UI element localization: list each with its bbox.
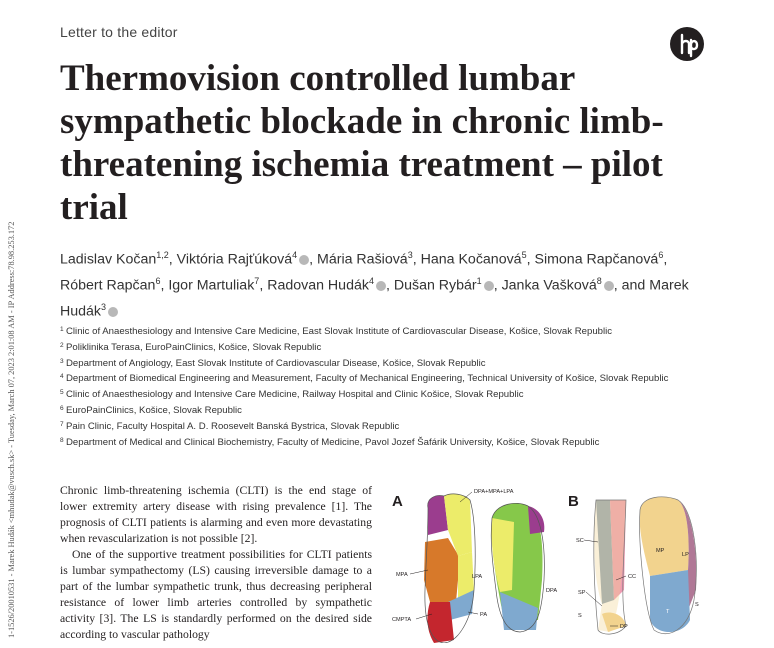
region-purple-dorsal [528, 506, 544, 534]
author-separator: , [663, 251, 668, 268]
panel-b-label: B [568, 493, 579, 510]
author-affiliation-mark: 3 [101, 302, 107, 313]
author-affiliation-mark: 1,2 [156, 250, 169, 260]
affiliation-item [60, 371, 710, 387]
panel-b-leg [594, 500, 626, 634]
label-lp: LP [682, 552, 689, 558]
orcid-icon[interactable] [299, 255, 309, 265]
author-separator: , [309, 251, 318, 268]
affiliation-text: Department of Biomedical Engineering and Measurement, Faculty of Mechanical Engineering, Technical University of Košice, Slovak Republic [66, 373, 669, 385]
label-cmpta: CMPTA [392, 617, 412, 623]
label-pa: PA [480, 612, 488, 618]
author-separator: , [412, 251, 421, 268]
paragraph: Chronic limb-threatening ischemia (CLTI) is the end stage of lower extremity artery disease with rising prevalence [1]. The prognosis of CLTI patients is alarming and even more devastating when revascularization is not possible [2]. [60, 484, 372, 545]
author-name: Radovan Hudák [267, 277, 369, 294]
label-dpa-mpa-lpa: DPA+MPA+LPA [474, 489, 514, 495]
label-dpa: DPA [546, 588, 558, 594]
panel-a-plantar-foot [424, 494, 475, 643]
affiliation-item [60, 403, 710, 419]
body-text [60, 483, 372, 643]
label-s-left: S [578, 613, 582, 619]
author-affiliation-mark: 7 [254, 276, 260, 287]
author-affiliation-mark: 5 [521, 250, 527, 260]
label-lpa: LPA [472, 574, 483, 580]
affiliation-text: Department of Medical and Clinical Biochemistry, Faculty of Medicine, Pavol Jozef Šafárik University, Košice, Slovak Republic [66, 436, 600, 448]
author-separator: , [493, 277, 502, 294]
affiliation-text: Department of Angiology, East Slovak Institute of Cardiovascular Disease, Košice, Slovak Republic [66, 357, 486, 369]
region-tan-leg [594, 500, 626, 632]
section-label: Letter to the editor [60, 24, 178, 40]
label-mp: MP [656, 548, 665, 554]
author-separator: , [168, 251, 177, 268]
author-name: Simona Rapčanová [534, 251, 659, 268]
orcid-icon[interactable] [108, 307, 118, 317]
region-red-heel [427, 602, 454, 643]
label-sc: SC [576, 538, 584, 544]
region-tan-plantar [640, 497, 689, 576]
affiliation-number: 1 [60, 326, 64, 333]
orcid-icon[interactable] [484, 281, 494, 291]
affiliation-item [60, 340, 710, 356]
affiliation-item [60, 356, 710, 372]
download-watermark-text: 1-1526/20010531 - Marek Hudák <mhudak@vusch.sk> - Tuesday, March 07, 2023 2:01:08 AM - IP Address:78.98.253.172 [7, 221, 16, 638]
label-s-right: S [695, 602, 699, 608]
article-title: Thermovision controlled lumbar sympathetic blockade in chronic limb-threatening ischemia treatment – pilot trial [60, 58, 664, 228]
author-affiliation-mark: 6 [155, 276, 161, 287]
author-name: Igor Martuliak [168, 277, 255, 294]
publisher-logo-icon [670, 27, 704, 61]
affiliation-number: 7 [60, 420, 64, 428]
author-name: Ladislav Kočan [60, 251, 157, 268]
figure-svg [388, 480, 774, 643]
author-list [60, 245, 700, 324]
affiliation-number: 2 [60, 341, 64, 349]
label-cc: CC [628, 574, 637, 580]
panel-a-dorsal-foot [491, 503, 544, 632]
author-name: Janka Vašková [501, 277, 597, 294]
affiliation-number: 3 [60, 357, 64, 365]
author-affiliation-mark: 1 [476, 276, 482, 287]
affiliation-number: 4 [60, 373, 64, 381]
affiliation-text: EuroPainClinics, Košice, Slovak Republic [66, 404, 242, 416]
author-separator: , and [613, 277, 650, 294]
author-separator: , [160, 277, 169, 294]
label-dp: DP [620, 624, 628, 630]
orcid-icon[interactable] [604, 281, 614, 291]
author-separator: , [526, 251, 535, 268]
panel-a-label: A [392, 493, 403, 510]
affiliation-number: 5 [60, 389, 64, 397]
label-t: T [666, 609, 670, 615]
affiliation-list [60, 324, 710, 450]
download-watermark [0, 0, 16, 643]
publisher-logo-glyph [670, 27, 704, 61]
author-affiliation-mark: 4 [292, 250, 298, 260]
author-separator: , [385, 277, 394, 294]
author-name: Viktória Rajťúková [176, 251, 293, 268]
affiliation-item [60, 435, 710, 451]
author-separator: , [259, 277, 268, 294]
author-affiliation-mark: 4 [368, 276, 374, 287]
region-blue-heel [650, 570, 690, 632]
affiliation-item [60, 387, 710, 403]
affiliation-item [60, 419, 710, 435]
label-mpa: MPA [396, 572, 408, 578]
affiliation-text: Clinic of Anaesthesiology and Intensive Care Medicine, Railway Hospital and Clinic Košice, Slovak Republic [66, 389, 524, 401]
author-name: Marek Hudák [60, 277, 689, 321]
affiliation-text: Poliklinika Terasa, EuroPainClinics, Košice, Slovak Republic [66, 341, 322, 353]
orcid-icon[interactable] [376, 281, 386, 291]
author-name: Róbert Rapčan [60, 277, 156, 294]
author-name: Mária Rašiová [317, 251, 408, 268]
author-affiliation-mark: 6 [658, 250, 664, 260]
author-affiliation-mark: 3 [407, 250, 413, 260]
region-orange [424, 538, 460, 602]
figure-foot-angiosomes [388, 480, 774, 643]
author-name: Hana Kočanová [420, 251, 522, 268]
affiliation-number: 8 [60, 436, 64, 444]
paragraph: One of the supportive treatment possibilities for CLTI patients is lumbar sympathectomy (LS) causing irreversible damage to a part of the lumbar sympathetic trunk, thus decreasing peripheral resistance of lower limb arteries controlled by sympathetic activity [3]. The LS is standardly performed on the desired side according to vascular pathology [60, 548, 372, 641]
affiliation-number: 6 [60, 404, 64, 412]
affiliation-text: Pain Clinic, Faculty Hospital A. D. Roosevelt Banská Bystrica, Slovak Republic [66, 420, 400, 432]
label-sp: SP [578, 590, 586, 596]
affiliation-text: Clinic of Anaesthesiology and Intensive Care Medicine, East Slovak Institute of Cardiovascular Disease, Košice, Slovak Republic [66, 326, 613, 337]
author-affiliation-mark: 8 [596, 276, 602, 287]
affiliation-item [60, 324, 710, 340]
author-name: Dušan Rybár [393, 277, 477, 294]
